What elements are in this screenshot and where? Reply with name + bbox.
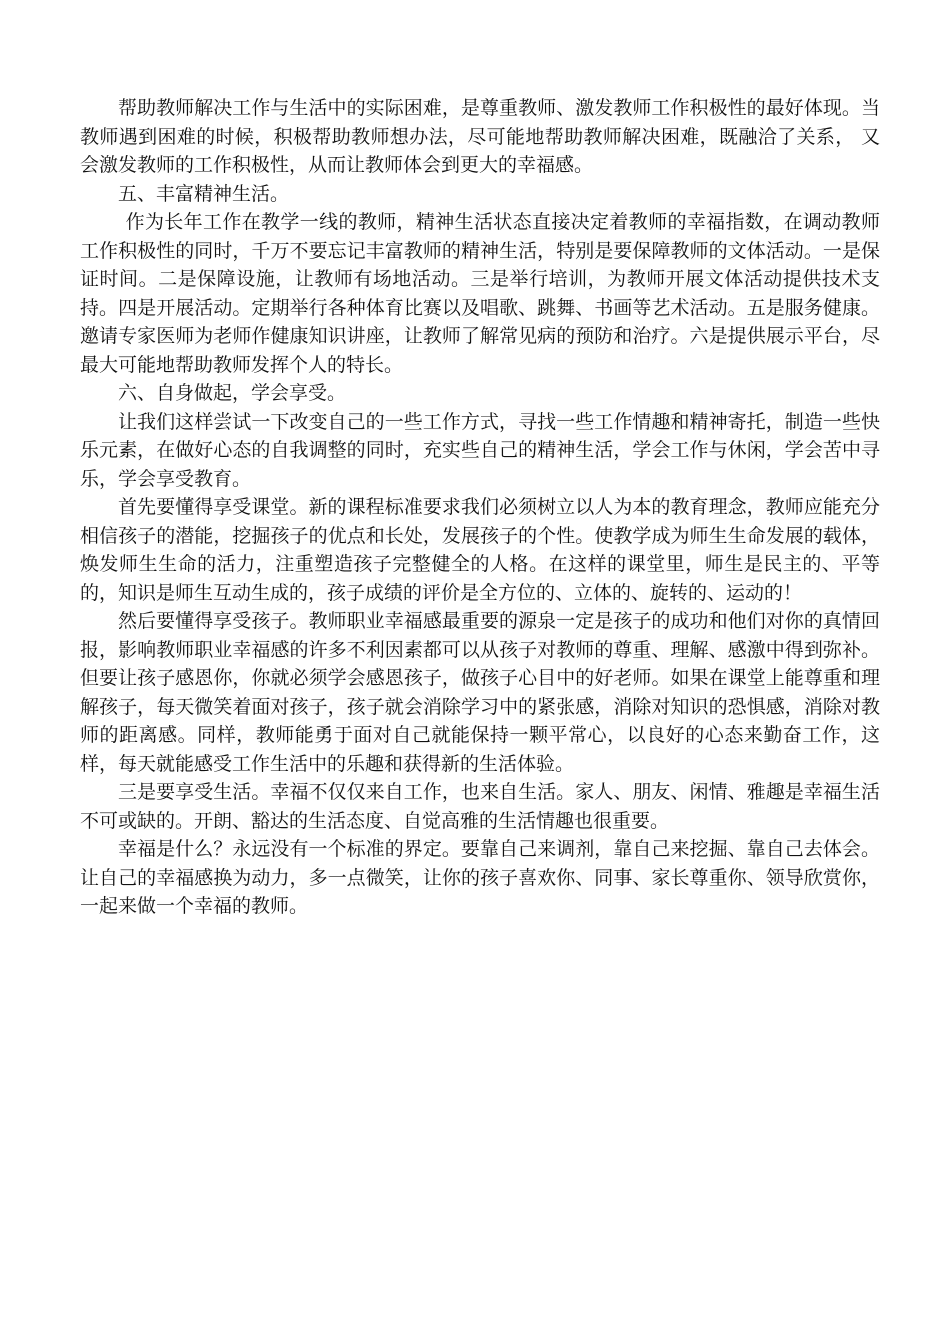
paragraph-change-work-style: 让我们这样尝试一下改变自己的一些工作方式，寻找一些工作情趣和精神寄托，制造一些快乐元素，在做好心态的自我调整的同时，充实些自己的精神生活，学会工作与休闲，学会苦中寻乐，学会享受教育。: [80, 410, 880, 490]
paragraph-what-is-happiness: 幸福是什么？永远没有一个标准的界定。要靠自己来调剂，靠自己来挖掘、靠自己去体会。让自己的幸福感换为动力，多一点微笑，让你的孩子喜欢你、同事、家长尊重你、领导欣赏你，一起来做一个幸福的教师。: [80, 838, 880, 917]
paragraph-spiritual-life: 作为长年工作在教学一线的教师，精神生活状态直接决定着教师的幸福指数，在调动教师工作积极性的同时，千万不要忘记丰富教师的精神生活，特别是要保障教师的文体活动。一是保证时间。二是保障设施，让教师有场地活动。三是举行培训，为教师开展文体活动提供技术支持。四是开展活动。定期举行各种体育比赛以及唱歌、跳舞、书画等艺术活动。五是服务健康。邀请专家医师为老师作健康知识讲座，让教师了解常见病的预防和治疗。六是提供展示平台，尽最大可能地帮助教师发挥个人的特长。: [80, 211, 880, 376]
section-heading-enrich-spiritual-life: 五、丰富精神生活。: [118, 182, 290, 205]
paragraph-enjoy-classroom: 首先要懂得享受课堂。新的课程标准要求我们必须树立以人为本的教育理念，教师应能充分相信孩子的潜能，挖掘孩子的优点和长处，发展孩子的个性。使教学成为师生生命发展的载体，焕发师生生命的活力，注重塑造孩子完整健全的人格。在这样的课堂里，师生是民主的、平等的，知识是师生互动生成的，孩子成绩的评价是全方位的、立体的、旋转的、运动的！: [80, 496, 880, 604]
section-heading-start-with-self: 六、自身做起，学会享受。: [118, 382, 347, 404]
paragraph-enjoy-life: 三是要享受生活。幸福不仅仅来自工作，也来自生活。家人、朋友、闲情、雅趣是幸福生活不可或缺的。开朗、豁达的生活态度、自觉高雅的生活情趣也很重要。: [80, 781, 880, 832]
paragraph-help-teachers: 帮助教师解决工作与生活中的实际困难，是尊重教师、激发教师工作积极性的最好体现。当教师遇到困难的时候，积极帮助教师想办法，尽可能地帮助教师解决困难，既融洽了关系， 又会激发教师的工作积极性，从而让教师体会到更大的幸福感。: [80, 97, 880, 176]
document-body: [80, 94, 880, 921]
paragraph-enjoy-children: 然后要懂得享受孩子。教师职业幸福感最重要的源泉一定是孩子的成功和他们对你的真情回报，影响教师职业幸福感的许多不利因素都可以从孩子对教师的尊重、理解、感激中得到弥补。但要让孩子感恩你，你就必须学会感恩孩子，做孩子心目中的好老师。如果在课堂上能尊重和理解孩子，每天微笑着面对孩子，孩子就会消除学习中的紧张感，消除对知识的恐惧感，消除对教师的距离感。同样，教师能勇于面对自己就能保持一颗平常心，以良好的心态来勤奋工作，这样，每天就能感受工作生活中的乐趣和获得新的生活体验。: [80, 610, 880, 775]
